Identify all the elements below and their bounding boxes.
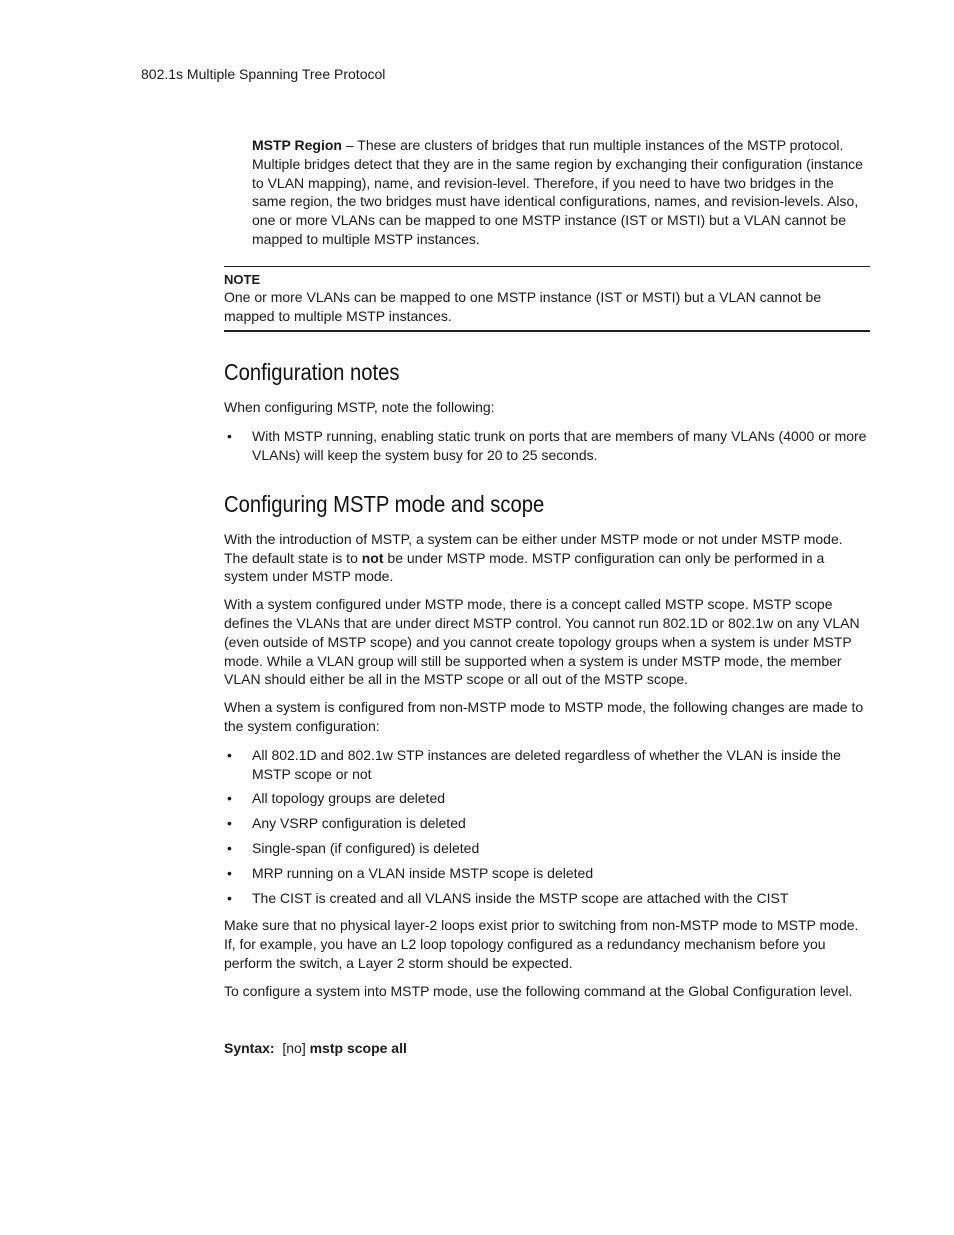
bullet-icon: • [227, 428, 232, 445]
emphasis-not: not [361, 549, 384, 566]
syntax-command: mstp scope all [309, 1039, 407, 1056]
syntax-label: Syntax: [224, 1039, 275, 1056]
bullet-icon: • [227, 839, 232, 856]
mstp-mode-paragraph-3: When a system is configured from non-MSTP mode to MSTP mode, the following changes are made to the system configuration: [224, 699, 864, 734]
list-item: • Any VSRP configuration is deleted [227, 815, 466, 832]
page-content [224, 136, 870, 1057]
list-item: • All 802.1D and 802.1w STP instances are deleted regardless of whether the VLAN is inside the MSTP scope or not [227, 746, 841, 782]
list-item: • With MSTP running, enabling static trunk on ports that are members of many VLANs (4000 or more VLANs) will keep the system busy for 20 to 25 seconds. [227, 428, 867, 463]
bullet-icon: • [227, 746, 232, 763]
mstp-mode-paragraph-1: With the introduction of MSTP, a system can be either under MSTP mode or not under MSTP mode. The default state is to not be under MSTP mode. MSTP configuration can only be performed in a system under MSTP mode. [224, 530, 843, 585]
running-header: 802.1s Multiple Spanning Tree Protocol [141, 66, 386, 82]
mstp-region-text: – These are clusters of bridges that run multiple instances of the MSTP protocol. Multiple bridges detect that they are in the same region by exchanging their configuration (instance to VLAN mapping), name, and revision-level. Therefore, if you need to have two bridges in the same region, the two bridges must have identical configurations, names, and revision-levels. Also, one or more VLANs can be mapped to one MSTP instance (IST or MSTI) but a VLAN cannot be mapped to multiple MSTP instances. [252, 137, 863, 247]
bullet-icon: • [227, 790, 232, 807]
mstp-changes-list [224, 746, 870, 908]
mstp-mode-paragraph-2: With a system configured under MSTP mode, there is a concept called MSTP scope. MSTP scope defines the VLANs that are under direct MSTP control. You cannot run 802.1D or 802.1w on any VLAN (even outside of MSTP scope) and you cannot create topology groups when a system is under MSTP mode. While a VLAN group will still be supported when a system is under MSTP mode, the member VLAN should either be all in the MSTP scope or all out of the MSTP scope. [224, 596, 860, 688]
note-label: NOTE [224, 271, 261, 287]
bullet-icon: • [227, 864, 232, 881]
config-notes-list [224, 427, 870, 465]
note-box [224, 266, 870, 333]
section-heading-configuration-notes: Configuration notes [224, 359, 400, 386]
mstp-mode-paragraph-4: Make sure that no physical layer-2 loops exist prior to switching from non-MSTP mode to MSTP mode. If, for example, you have an L2 loop topology configured as a redundancy mechanism before you perform the switch, a Layer 2 storm should be expected. [224, 917, 859, 971]
list-item: • Single-span (if configured) is deleted [227, 839, 480, 856]
mstp-region-definition [252, 136, 870, 249]
syntax-option: [no] [282, 1039, 306, 1056]
list-item: • MRP running on a VLAN inside MSTP scope is deleted [227, 864, 594, 881]
list-item: • All topology groups are deleted [227, 790, 446, 807]
section-heading-mstp-mode-scope: Configuring MSTP mode and scope [224, 490, 545, 517]
mstp-region-term: MSTP Region [252, 137, 342, 153]
list-item: • The CIST is created and all VLANS inside the MSTP scope are attached with the CIST [227, 889, 789, 906]
mstp-mode-paragraph-5: To configure a system into MSTP mode, use the following command at the Global Configuration level. [224, 982, 853, 999]
syntax-line [224, 1039, 870, 1058]
note-text: One or more VLANs can be mapped to one MSTP instance (IST or MSTI) but a VLAN cannot be mapped to multiple MSTP instances. [224, 288, 822, 324]
config-notes-intro: When configuring MSTP, note the following: [224, 399, 495, 416]
bullet-icon: • [227, 815, 232, 832]
bullet-icon: • [227, 889, 232, 906]
